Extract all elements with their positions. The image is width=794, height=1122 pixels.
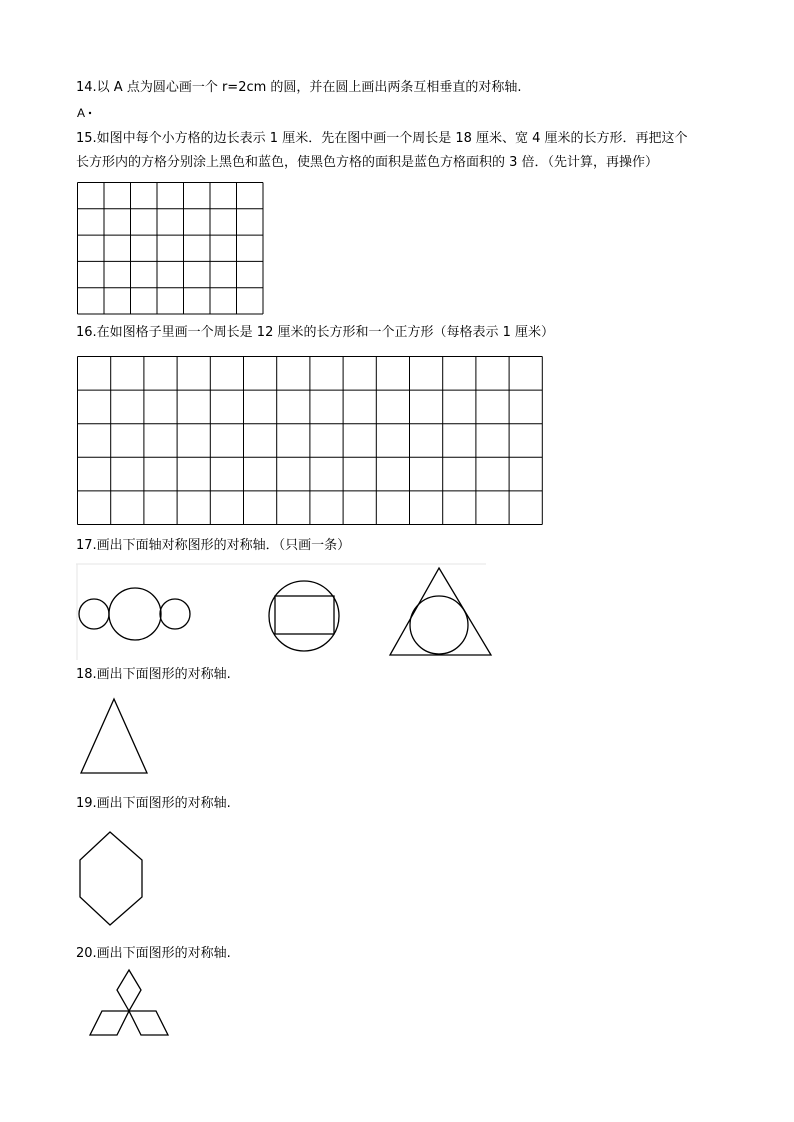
grid-14x5	[77, 356, 543, 525]
question-18-text: 18.画出下面图形的对称轴.	[76, 667, 231, 682]
symmetric-figures-row	[76, 564, 496, 660]
question-17-text: 17.画出下面轴对称图形的对称轴．（只画一条）	[76, 538, 351, 553]
circle-with-rectangle-figure	[269, 581, 339, 651]
question-15-line1: 15.如图中每个小方格的边长表示 1 厘米．先在图中画一个周长是 18 厘米、宽 4 厘米的长方形．再把这个	[76, 131, 688, 146]
question-15-line2: 长方形内的方格分别涂上黑色和蓝色，使黑色方格的面积是蓝色方格面积的 3 倍．（先计算，再操作）	[76, 155, 659, 170]
question-20-text: 20.画出下面图形的对称轴.	[76, 946, 231, 961]
three-rhombus-figure	[88, 968, 172, 1040]
point-a-marker	[77, 104, 107, 122]
hexagon-figure	[78, 830, 146, 928]
question-16-text: 16.在如图格子里画一个周长是 12 厘米的长方形和一个正方形（每格表示 1 厘米）	[76, 325, 555, 340]
triangle-with-circle-figure	[390, 568, 491, 655]
question-19-text: 19.画出下面图形的对称轴.	[76, 796, 231, 811]
question-14-text: 14.以 A 点为圆心画一个 r=2cm 的圆，并在圆上画出两条互相垂直的对称轴.	[76, 80, 522, 95]
point-a-label: A	[77, 106, 86, 120]
isosceles-triangle-figure	[79, 697, 151, 777]
grid-7x5	[77, 182, 265, 315]
three-circles-figure	[79, 588, 190, 640]
point-a-dot	[89, 112, 91, 114]
